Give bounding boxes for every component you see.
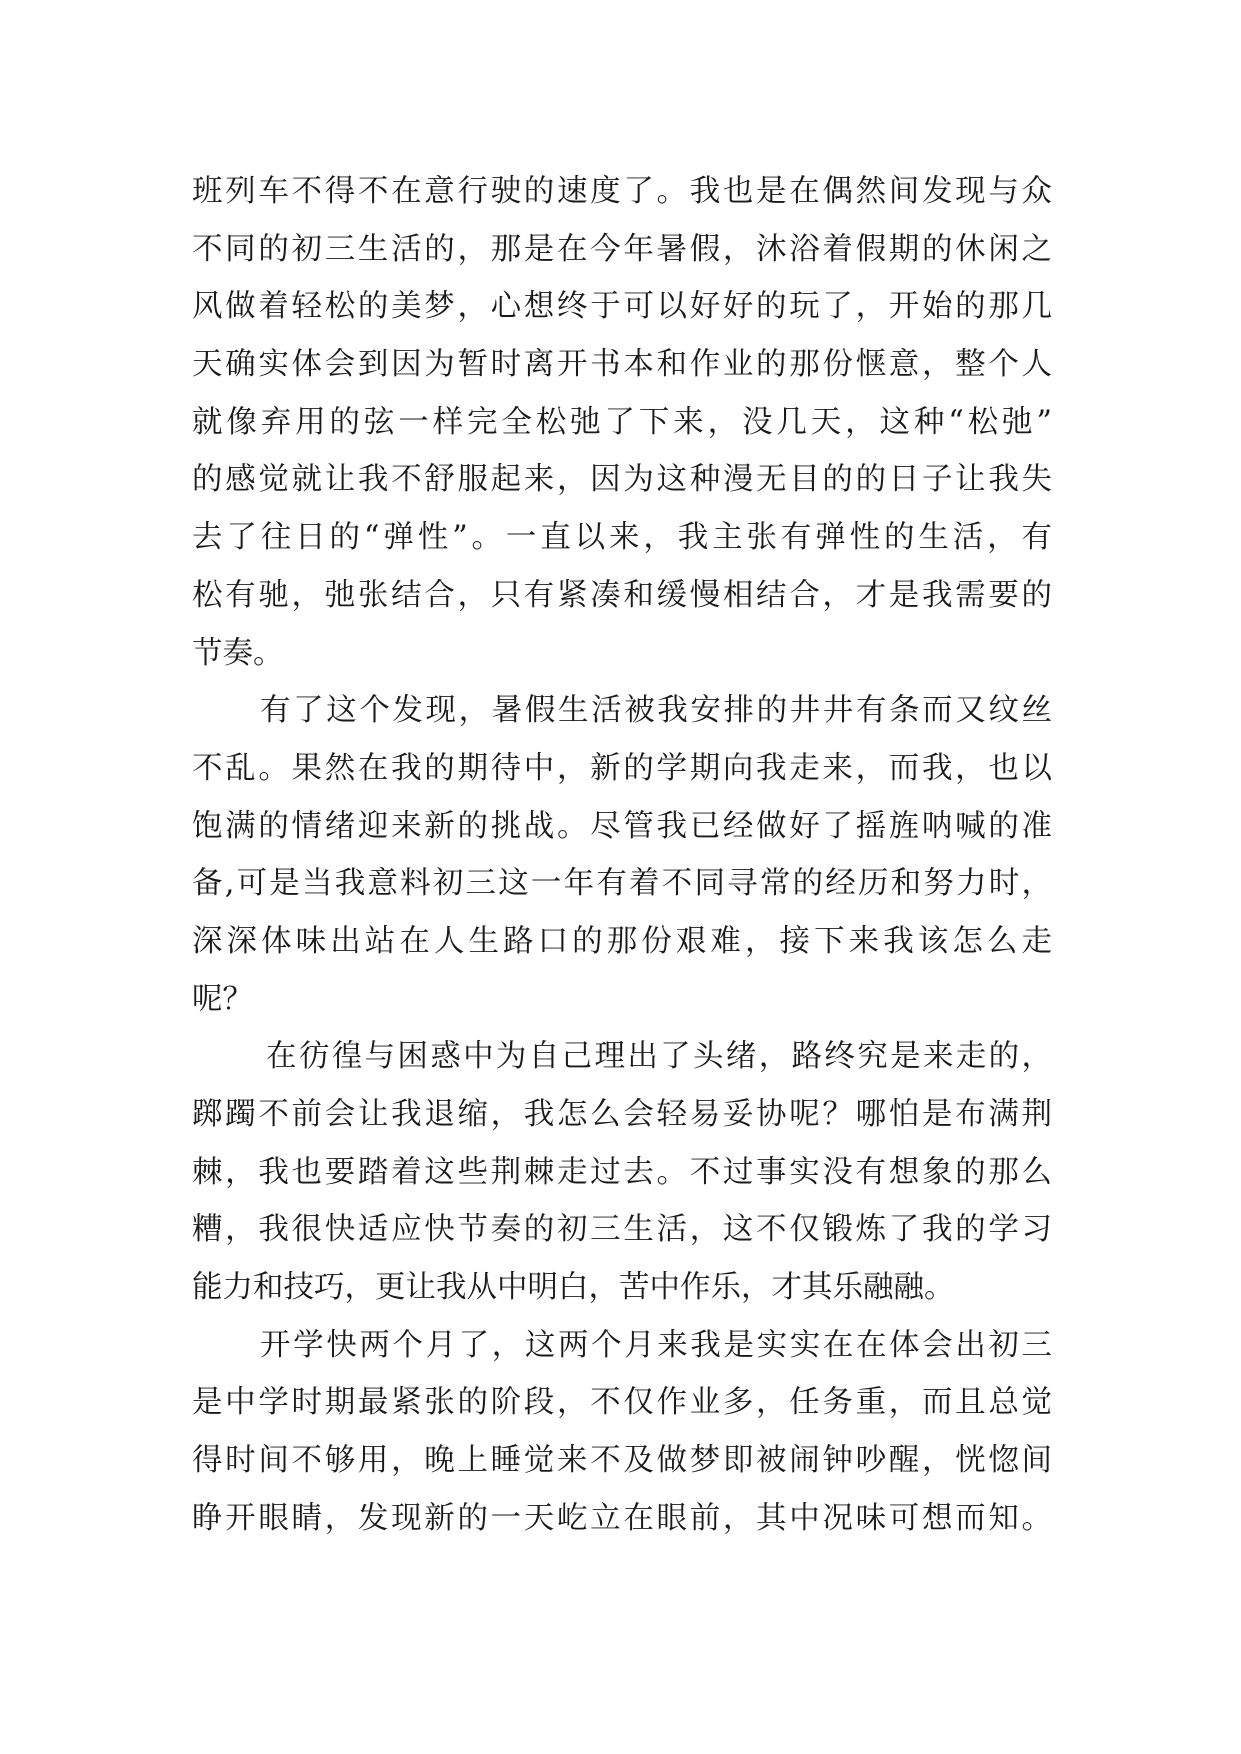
text-line: 班列车不得不在意行驶的速度了。我也是在偶然间发现与众 <box>192 174 1052 209</box>
text-line: 踯躅不前会让我退缩，我怎么会轻易妥协呢？哪怕是布满荆 <box>192 1097 1052 1132</box>
text-line: 的感觉就让我不舒服起来，因为这种漫无目的的日子让我失 <box>192 462 1052 498</box>
paragraph-start-line: 有了这个发现，暑假生活被我安排的井井有条而又纹丝 <box>260 693 1052 729</box>
text-line: 饱满的情绪迎来新的挑战。尽管我已经做好了摇旌呐喊的准 <box>192 808 1052 844</box>
text-line: 呢？ <box>192 981 253 1017</box>
text-line: 是中学时期最紧张的阶段，不仅作业多，任务重，而且总觉 <box>192 1385 1052 1421</box>
text-line: 不乱。果然在我的期待中，新的学期向我走来，而我，也以 <box>192 750 1052 786</box>
paragraph-start-line: 开学快两个月了，这两个月来我是实实在在体会出初三 <box>260 1327 1052 1363</box>
text-line: 备,可是当我意料初三这一年有着不同寻常的经历和努力时， <box>192 866 1052 902</box>
text-line: 就像弃用的弦一样完全松弛了下来，没几天，这种“松弛” <box>192 404 1052 440</box>
body-text <box>192 163 1052 1548</box>
text-line: 深深体味出站在人生路口的那份艰难，接下来我该怎么走 <box>192 923 1052 959</box>
text-line: 棘，我也要踏着这些荆棘走过去。不过事实没有想象的那么 <box>192 1154 1052 1190</box>
text-line: 不同的初三生活的，那是在今年暑假，沐浴着假期的休闲之 <box>192 231 1052 267</box>
text-line: 睁开眼睛，发现新的一天屹立在眼前，其中况味可想而知。 <box>192 1500 1052 1536</box>
text-line: 得时间不够用，晚上睡觉来不及做梦即被闹钟吵醒，恍惚间 <box>192 1443 1052 1479</box>
text-line: 风做着轻松的美梦，心想终于可以好好的玩了，开始的那几 <box>192 289 1052 325</box>
text-line: 能力和技巧，更让我从中明白，苦中作乐，才其乐融融。 <box>192 1270 955 1306</box>
text-line: 节奏。 <box>192 635 284 671</box>
text-line: 糟，我很快适应快节奏的初三生活，这不仅锻炼了我的学习 <box>192 1212 1052 1248</box>
text-line: 松有驰，弛张结合，只有紧凑和缓慢相结合，才是我需要的 <box>192 577 1052 613</box>
text-line: 天确实体会到因为暂时离开书本和作业的那份惬意，整个人 <box>192 347 1052 383</box>
text-line: 去了往日的“弹性”。一直以来，我主张有弹性的生活，有 <box>192 520 1052 556</box>
paragraph-start-line: 在彷徨与困惑中为自己理出了头绪，路终究是来走的， <box>266 1039 1052 1075</box>
